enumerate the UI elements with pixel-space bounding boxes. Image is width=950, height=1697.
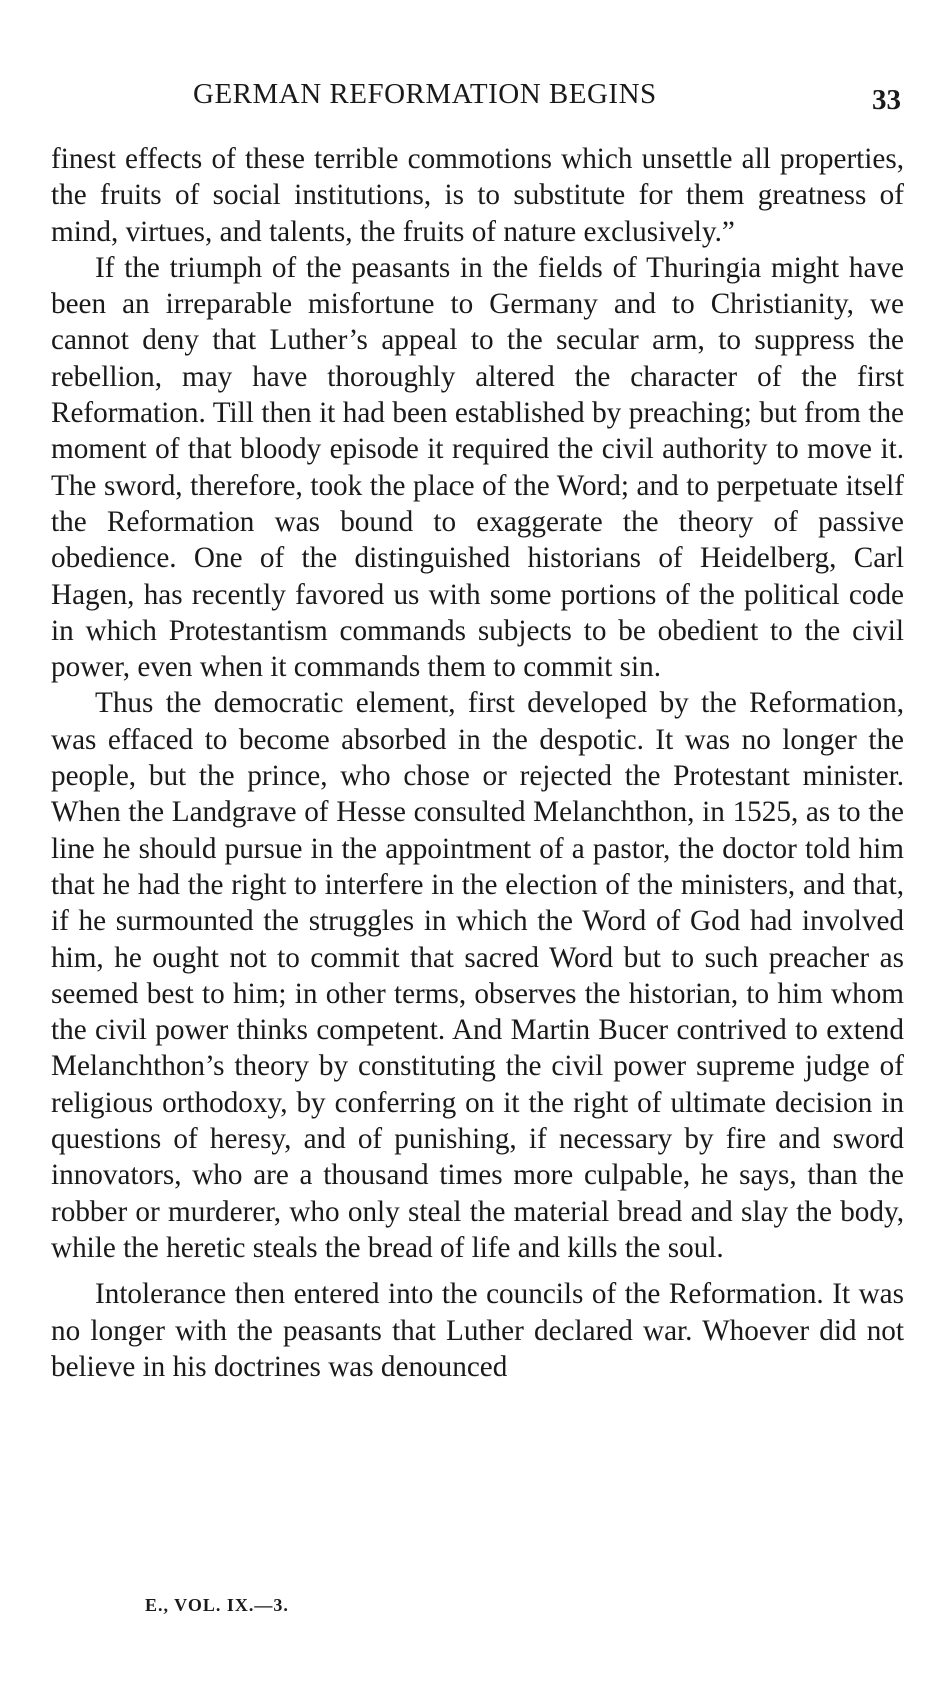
page-number: 33 (872, 84, 901, 116)
running-title: GERMAN REFORMATION BEGINS (193, 78, 657, 110)
body-text (51, 141, 904, 1385)
paragraph-intolerance: Intolerance then entered into the councils of the Reformation. It was no longer with the peasants that Luther declared war. Whoever did not believe in his doctrines was denounced (51, 1278, 904, 1383)
paragraph-democratic-element: Thus the democratic element, first developed by the Reformation, was effaced to become absorbed in the despotic. It was no longer the people, but the prince, who chose or rejected the Protestant minister. When the Landgrave of Hesse consulted Melanchthon, in 1525, as to the line he should pursue in the appointment of a pastor, the doctor told him that he had the right to interfere in the election of the ministers, and that, if he surmounted the struggles in which the Word of God had involved him, he ought not to commit that sacred Word but to such preacher as seemed best to him; in other terms, observes the historian, to him whom the civil power thinks competent. And Martin Bucer contrived to extend Melanchthon’s theory by constituting the civil power supreme judge of religious orthodoxy, by conferring on it the right of ultimate decision in questions of heresy, and of punishing, if necessary by fire and sword innovators, who are a thousand times more culpable, he says, than the robber or murderer, who only steal the material bread and slay the body, while the heretic steals the bread of life and kills the soul. (51, 687, 904, 1264)
paragraph-continuation: finest effects of these terrible commotions which unsettle all properties, the fruits of social institutions, is to substitute for them greatness of mind, virtues, and talents, the fruits of nature exclusively.” (51, 143, 904, 248)
paragraph-peasants-triumph: If the triumph of the peasants in the fields of Thuringia might have been an irreparable misfortune to Germany and to Christianity, we cannot deny that Luther’s appeal to the secular arm, to suppress the rebellion, may have thoroughly altered the character of the first Reformation. Till then it had been established by preaching; but from the moment of that bloody episode it required the civil authority to move it. The sword, therefore, took the place of the Word; and to perpetuate itself the Reformation was bound to exaggerate the theory of passive obedience. One of the distinguished historians of Heidelberg, Carl Hagen, has recently favored us with some portions of the political code in which Protestantism commands subjects to be obedient to the civil power, even when it commands them to commit sin. (51, 251, 904, 684)
signature-mark: E., VOL. IX.—3. (145, 1595, 289, 1615)
running-head (0, 78, 950, 122)
